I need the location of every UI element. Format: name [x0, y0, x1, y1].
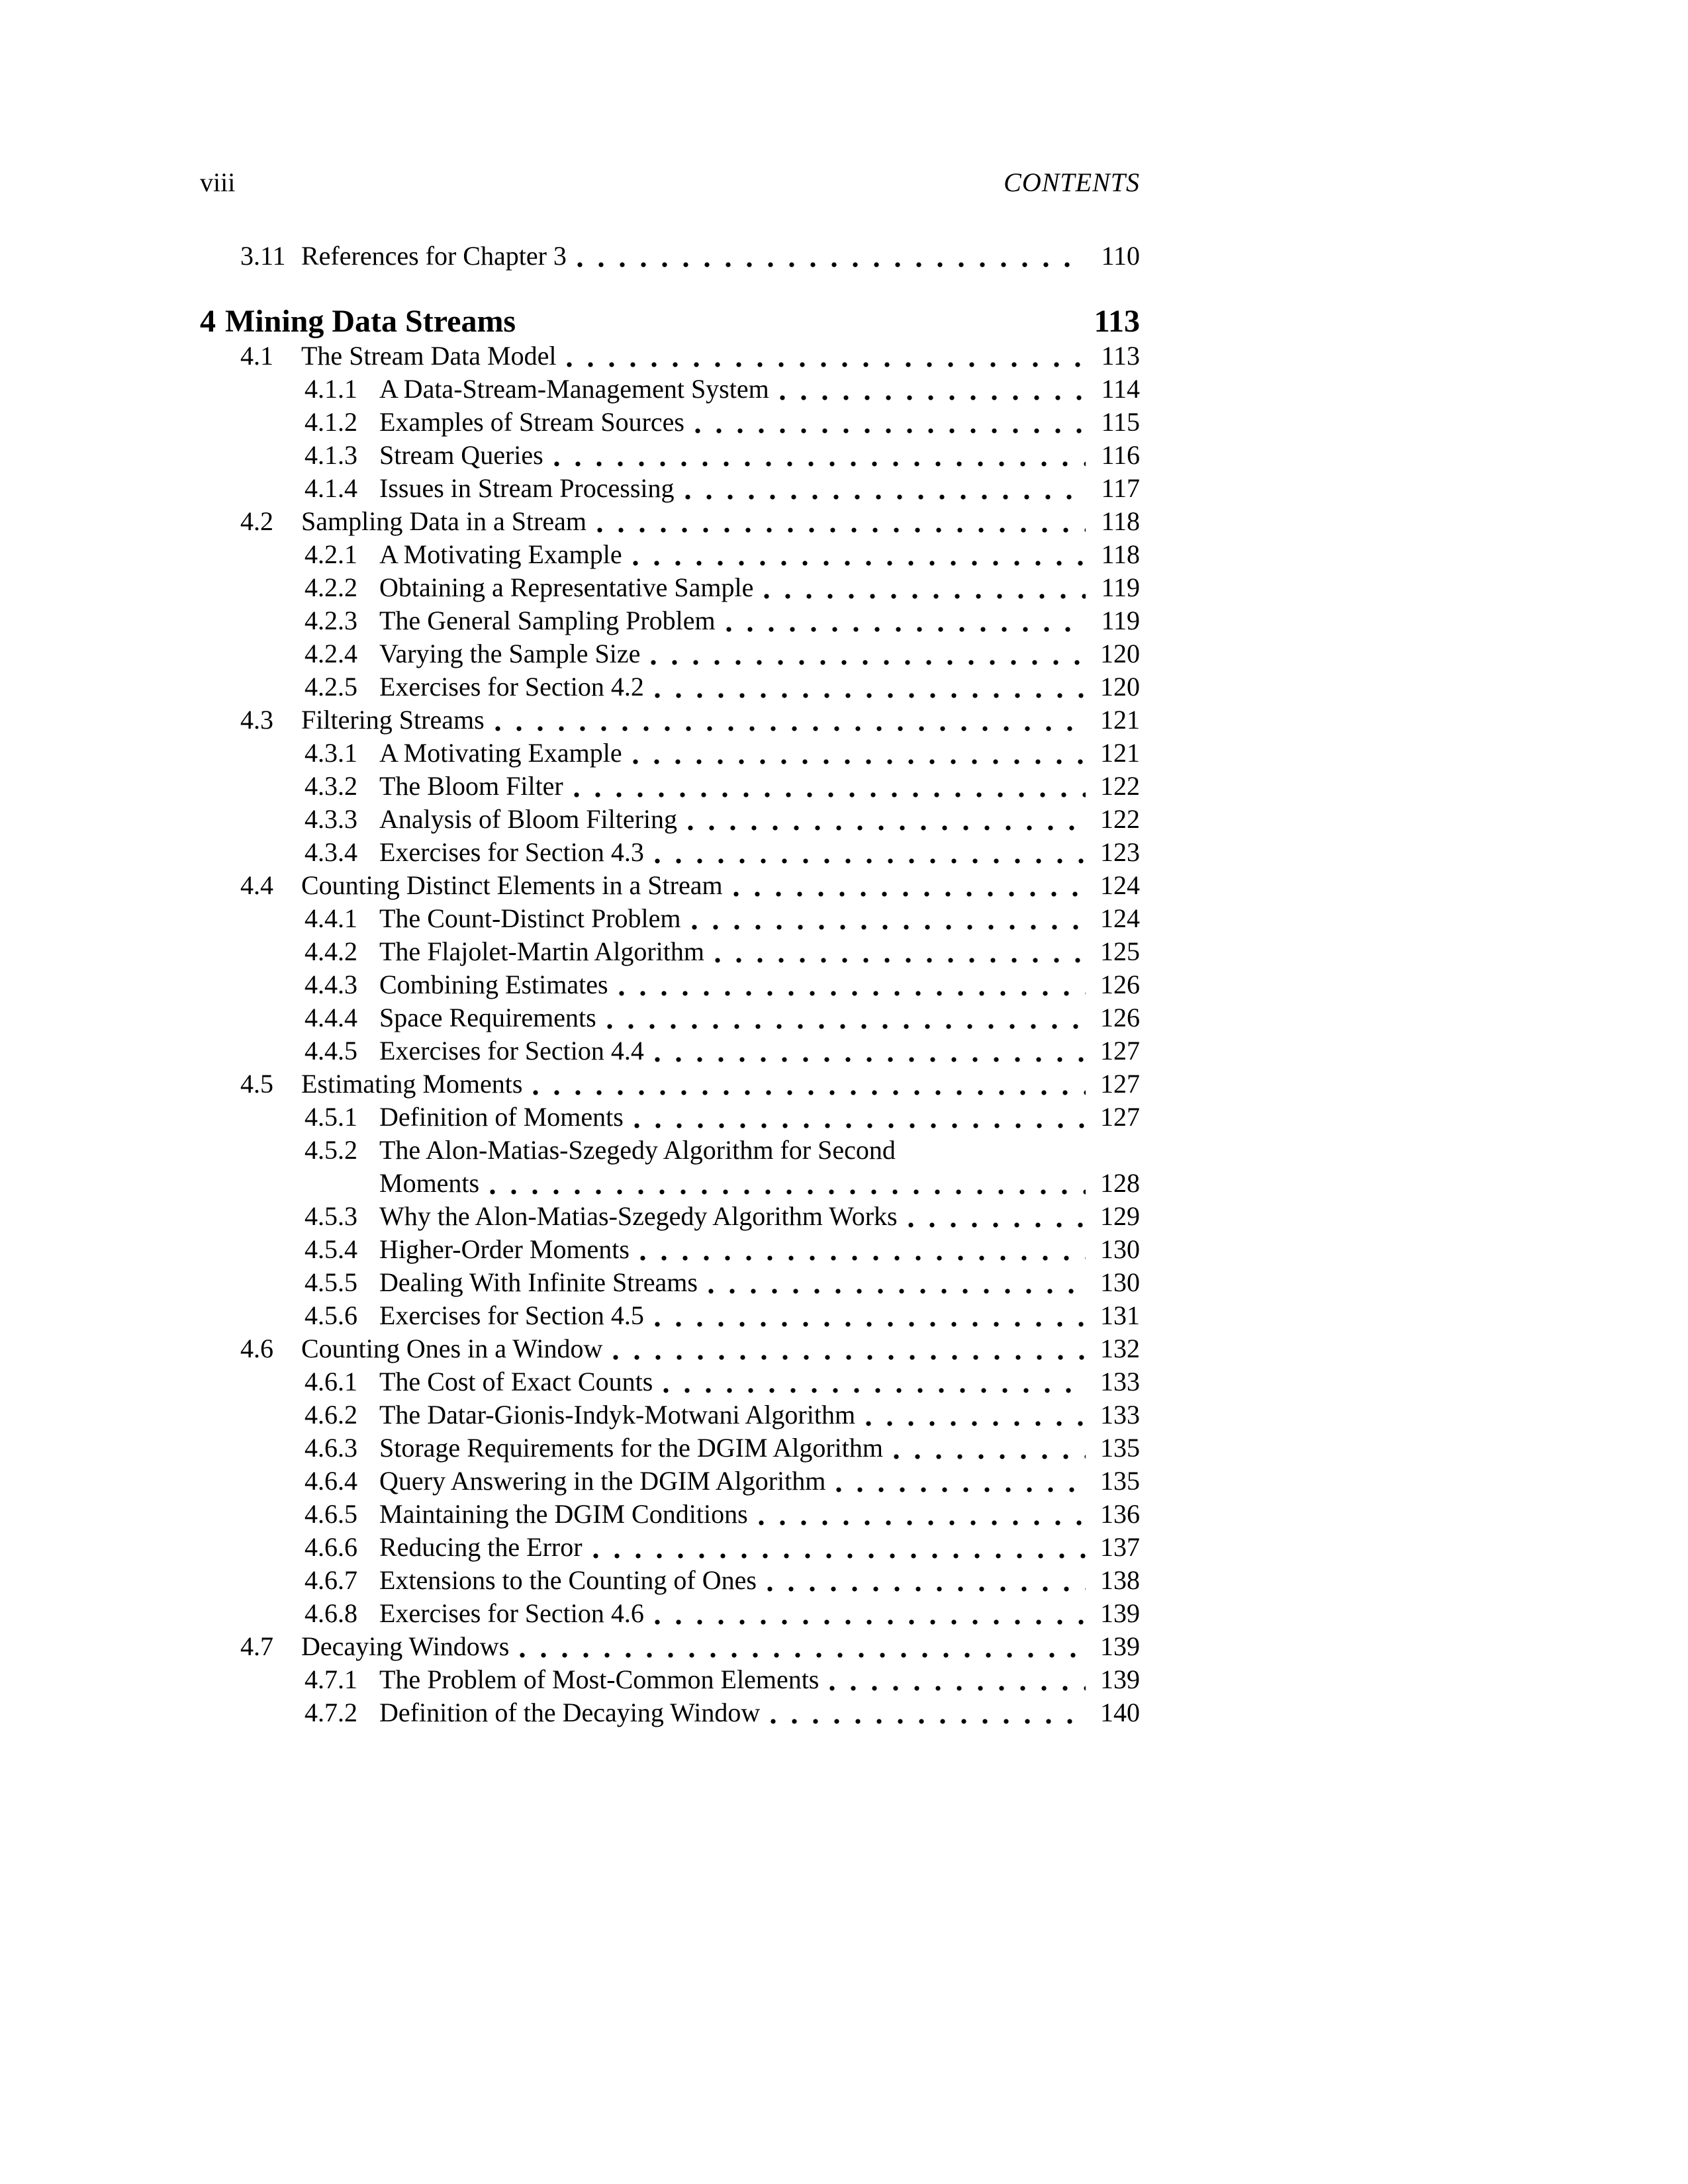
toc-row [200, 1498, 1140, 1531]
leader-dots [655, 1057, 1086, 1062]
toc-entry-number: 4.2.5 [305, 672, 357, 702]
toc-entry-title: A Data-Stream-Management System [379, 374, 769, 404]
leader-dots [655, 1322, 1086, 1327]
toc-row [200, 637, 1140, 670]
toc-entry-title: Dealing With Infinite Streams [379, 1267, 698, 1297]
leader-dots [771, 1719, 1086, 1724]
toc-page-number: 139 [1100, 1664, 1140, 1694]
toc-entry-title: Varying the Sample Size [379, 639, 641, 668]
leader-dots [619, 991, 1086, 996]
leader-dots [597, 527, 1086, 533]
toc-row [200, 604, 1140, 637]
leader-dots [520, 1653, 1086, 1658]
toc-row [200, 803, 1140, 836]
toc-entry-number: 4.1.1 [305, 374, 357, 404]
leader-dots [490, 1189, 1086, 1195]
toc-page-number: 135 [1100, 1466, 1140, 1496]
toc-entry-title: Higher-Order Moments [379, 1234, 630, 1264]
toc-entry-title: Counting Distinct Elements in a Stream [301, 870, 723, 900]
toc-page-number: 140 [1100, 1698, 1140, 1727]
toc-page-number: 110 [1101, 241, 1140, 271]
toc-row [200, 968, 1140, 1001]
toc-entry-number: 4.2.1 [305, 539, 357, 569]
toc-page-number: 137 [1100, 1532, 1140, 1562]
toc-page-number: 139 [1100, 1598, 1140, 1628]
toc-entry-title: The Stream Data Model [301, 341, 557, 371]
toc-page-number: 120 [1100, 639, 1140, 668]
toc-entry-title: The Cost of Exact Counts [379, 1367, 653, 1396]
toc-row [200, 1398, 1140, 1432]
toc-list [200, 340, 1140, 1729]
toc-entry-title: Why the Alon-Matias-Szegedy Algorithm Works [379, 1201, 898, 1231]
toc-page-number: 133 [1100, 1400, 1140, 1430]
leader-dots [692, 925, 1086, 930]
toc-page-number: 115 [1101, 407, 1140, 437]
toc-page-number: 117 [1101, 473, 1140, 503]
toc-entry-title: A Motivating Example [379, 539, 622, 569]
toc-entry-number: 3.11 [240, 241, 286, 271]
toc-page-number: 131 [1100, 1300, 1140, 1330]
toc-entry-number: 4.3.1 [305, 738, 357, 768]
toc-entry-number: 4.6.3 [305, 1433, 357, 1463]
toc-entry-title: Space Requirements [379, 1003, 596, 1032]
toc-page-number: 130 [1100, 1234, 1140, 1264]
toc-entry-number: 4.6.4 [305, 1466, 357, 1496]
toc-entry-number: 4.6.7 [305, 1565, 357, 1595]
toc-row [200, 1034, 1140, 1068]
toc-entry-title: Filtering Streams [301, 705, 485, 735]
toc-row [200, 1432, 1140, 1465]
toc-page-number: 126 [1100, 970, 1140, 999]
toc-entry-number: 4.2.3 [305, 606, 357, 635]
toc-entry-title: Moments [379, 1168, 480, 1198]
leader-dots [764, 594, 1086, 599]
toc-entry-number: 4.4.2 [305, 936, 357, 966]
toc-row [200, 1564, 1140, 1597]
toc-row [200, 373, 1140, 406]
leader-dots [733, 891, 1086, 897]
toc-row [200, 935, 1140, 968]
leader-dots [767, 1586, 1086, 1592]
leader-dots [533, 1090, 1086, 1095]
toc-entry-title: Definition of Moments [379, 1102, 624, 1132]
toc-row [200, 704, 1140, 737]
toc-entry-number: 4.2.4 [305, 639, 357, 668]
toc-entry-number: 4.1 [240, 341, 273, 371]
page-folio: viii [200, 167, 236, 197]
leader-dots [651, 660, 1086, 665]
leader-dots [577, 262, 1086, 267]
toc-entry-title: Extensions to the Counting of Ones [379, 1565, 757, 1595]
toc-row [200, 836, 1140, 869]
toc-entry-title: The Flajolet-Martin Algorithm [379, 936, 705, 966]
toc-entry-number: 4.4.5 [305, 1036, 357, 1066]
toc-page-number: 124 [1100, 903, 1140, 933]
toc-page-number: 128 [1100, 1168, 1140, 1198]
page-content [200, 168, 1140, 1729]
toc-row [200, 571, 1140, 604]
toc-row [200, 340, 1140, 373]
leader-dots [715, 958, 1086, 963]
toc-row [200, 1068, 1140, 1101]
toc-entry-title: Maintaining the DGIM Conditions [379, 1499, 748, 1529]
toc-row [200, 439, 1140, 472]
toc-page-number: 126 [1100, 1003, 1140, 1032]
leader-dots [695, 428, 1086, 433]
toc-page-number: 123 [1100, 837, 1140, 867]
toc-entry-number: 4.6.1 [305, 1367, 357, 1396]
toc-row [200, 1233, 1140, 1266]
toc-entry-number: 4.1.3 [305, 440, 357, 470]
toc-entry-title: Estimating Moments [301, 1069, 523, 1099]
toc-row [200, 1663, 1140, 1696]
toc-entry-title: Storage Requirements for the DGIM Algorithm [379, 1433, 883, 1463]
leader-dots [663, 1388, 1086, 1393]
toc-page-number: 121 [1100, 738, 1140, 768]
leader-dots [866, 1421, 1086, 1426]
toc-entry-number: 4.5.1 [305, 1102, 357, 1132]
toc-entry-number: 4.2 [240, 506, 273, 536]
toc-entry-title: The Count-Distinct Problem [379, 903, 681, 933]
toc-entry-number: 4.3 [240, 705, 273, 735]
toc-entry-number: 4.4 [240, 870, 273, 900]
toc-page-number: 116 [1101, 440, 1140, 470]
toc-entry-number: 4.3.4 [305, 837, 357, 867]
toc-row [200, 1332, 1140, 1365]
leader-dots [640, 1255, 1086, 1261]
toc-entry-number: 4.5.3 [305, 1201, 357, 1231]
leader-dots [655, 858, 1086, 864]
leader-dots [688, 825, 1086, 831]
toc-entry-title: Decaying Windows [301, 1631, 510, 1661]
chapter-title: Mining Data Streams [225, 304, 516, 339]
toc-page-number: 120 [1100, 672, 1140, 702]
toc-entry-number: 4.1.4 [305, 473, 357, 503]
toc-page-number: 138 [1100, 1565, 1140, 1595]
toc-entry-number: 4.4.1 [305, 903, 357, 933]
leader-dots [607, 1024, 1086, 1029]
toc-entry-number: 4.7 [240, 1631, 273, 1661]
toc-page-number: 124 [1100, 870, 1140, 900]
running-head-title: CONTENTS [1004, 167, 1140, 197]
toc-entry-number: 4.6.6 [305, 1532, 357, 1562]
toc-entry-number: 4.6.8 [305, 1598, 357, 1628]
toc-page-number: 130 [1100, 1267, 1140, 1297]
toc-page-number: 122 [1100, 771, 1140, 801]
leader-dots [567, 362, 1086, 367]
leader-dots [495, 726, 1086, 731]
leader-dots [633, 561, 1086, 566]
toc-entry-number: 4.5.6 [305, 1300, 357, 1330]
toc-entry-title: Exercises for Section 4.6 [379, 1598, 644, 1628]
toc-entry-number: 4.5.2 [305, 1135, 357, 1165]
toc-entry-number: 4.5.5 [305, 1267, 357, 1297]
toc-row [200, 240, 1140, 273]
toc-entry-title: Combining Estimates [379, 970, 608, 999]
toc-page-number: 119 [1101, 572, 1140, 602]
toc-row [200, 1597, 1140, 1630]
toc-entry-title: Issues in Stream Processing [379, 473, 675, 503]
toc-page-number: 125 [1100, 936, 1140, 966]
toc-page-number: 114 [1101, 374, 1140, 404]
toc-page-number: 113 [1101, 341, 1140, 371]
toc-page-number: 136 [1100, 1499, 1140, 1529]
toc-entry-number: 4.5.4 [305, 1234, 357, 1264]
toc-entry-title: Stream Queries [379, 440, 543, 470]
toc-entry-title: Reducing the Error [379, 1532, 583, 1562]
toc-entry-number: 4.2.2 [305, 572, 357, 602]
toc-pre-list [200, 240, 1140, 273]
toc-row [200, 538, 1140, 571]
toc-entry-number: 4.7.2 [305, 1698, 357, 1727]
toc-row [200, 1465, 1140, 1498]
leader-dots [836, 1487, 1086, 1492]
toc-entry-title: Analysis of Bloom Filtering [379, 804, 677, 834]
toc-page-number: 129 [1100, 1201, 1140, 1231]
toc-row [200, 472, 1140, 505]
leader-dots [829, 1686, 1086, 1691]
toc-row [200, 1101, 1140, 1134]
toc-row [200, 737, 1140, 770]
toc-entry-title: Definition of the Decaying Window [379, 1698, 761, 1727]
leader-dots [633, 759, 1086, 764]
toc-row [200, 1365, 1140, 1398]
toc-row [200, 869, 1140, 902]
toc-entry-title: Query Answering in the DGIM Algorithm [379, 1466, 826, 1496]
chapter-page-number: 113 [1094, 304, 1140, 339]
toc-row [200, 1167, 1140, 1200]
leader-dots [655, 693, 1086, 698]
toc-entry-number: 4.5 [240, 1069, 273, 1099]
leader-dots [908, 1222, 1086, 1228]
toc-entry-number: 4.4.4 [305, 1003, 357, 1032]
toc-page-number: 118 [1101, 539, 1140, 569]
toc-entry-title: The General Sampling Problem [379, 606, 716, 635]
toc-row [200, 1696, 1140, 1729]
chapter-heading-row [200, 304, 1140, 340]
toc-entry-title: The Problem of Most-Common Elements [379, 1664, 820, 1694]
toc-row [200, 1001, 1140, 1034]
toc-entry-title: Exercises for Section 4.2 [379, 672, 644, 702]
toc-entry-title: Sampling Data in a Stream [301, 506, 587, 536]
toc-entry-title: The Bloom Filter [379, 771, 563, 801]
leader-dots [708, 1289, 1086, 1294]
leader-dots [613, 1355, 1086, 1360]
toc-row [200, 670, 1140, 704]
leader-dots [574, 792, 1086, 797]
toc-entry-title: The Datar-Gionis-Indyk-Motwani Algorithm [379, 1400, 856, 1430]
toc-entry-number: 4.4.3 [305, 970, 357, 999]
toc-entry-title: Obtaining a Representative Sample [379, 572, 754, 602]
toc-page-number: 122 [1100, 804, 1140, 834]
toc-page-number: 118 [1101, 506, 1140, 536]
toc-row [200, 1266, 1140, 1299]
toc-page-number: 127 [1100, 1036, 1140, 1066]
toc-entry-number: 4.3.2 [305, 771, 357, 801]
leader-dots [894, 1454, 1086, 1459]
toc-entry-title: Exercises for Section 4.4 [379, 1036, 644, 1066]
toc-page-number: 119 [1101, 606, 1140, 635]
toc-entry-number: 4.3.3 [305, 804, 357, 834]
toc-entry-title: Exercises for Section 4.5 [379, 1300, 644, 1330]
toc-page-number: 132 [1100, 1334, 1140, 1363]
leader-dots [554, 461, 1086, 467]
toc-row [200, 902, 1140, 935]
toc-entry-title: Counting Ones in a Window [301, 1334, 603, 1363]
toc-row [200, 505, 1140, 538]
toc-row [200, 1299, 1140, 1332]
toc-entry-number: 4.1.2 [305, 407, 357, 437]
toc-entry-number: 4.6 [240, 1334, 273, 1363]
toc-row [200, 1134, 1140, 1167]
toc-row [200, 770, 1140, 803]
chapter-number: 4 [200, 304, 216, 339]
toc-entry-number: 4.6.5 [305, 1499, 357, 1529]
toc-page-number: 127 [1100, 1102, 1140, 1132]
leader-dots [726, 627, 1086, 632]
running-head [200, 168, 1140, 197]
toc-row [200, 1200, 1140, 1233]
toc-page-number: 133 [1100, 1367, 1140, 1396]
toc-entry-title: Exercises for Section 4.3 [379, 837, 644, 867]
toc-page-number: 139 [1100, 1631, 1140, 1661]
leader-dots [759, 1520, 1086, 1525]
toc-entry-title: A Motivating Example [379, 738, 622, 768]
toc-entry-number: 4.7.1 [305, 1664, 357, 1694]
leader-dots [593, 1553, 1086, 1559]
toc-entry-number: 4.6.2 [305, 1400, 357, 1430]
leader-dots [634, 1123, 1086, 1128]
leader-dots [780, 395, 1086, 400]
toc-page-number: 127 [1100, 1069, 1140, 1099]
toc-row [200, 406, 1140, 439]
toc-row [200, 1630, 1140, 1663]
toc-row [200, 1531, 1140, 1564]
toc-page-number: 135 [1100, 1433, 1140, 1463]
toc-entry-title: Examples of Stream Sources [379, 407, 684, 437]
leader-dots [685, 494, 1086, 500]
toc-entry-title: The Alon-Matias-Szegedy Algorithm for Second [379, 1135, 896, 1165]
leader-dots [655, 1619, 1086, 1625]
toc-page-number: 121 [1100, 705, 1140, 735]
toc-entry-title: References for Chapter 3 [301, 241, 567, 271]
